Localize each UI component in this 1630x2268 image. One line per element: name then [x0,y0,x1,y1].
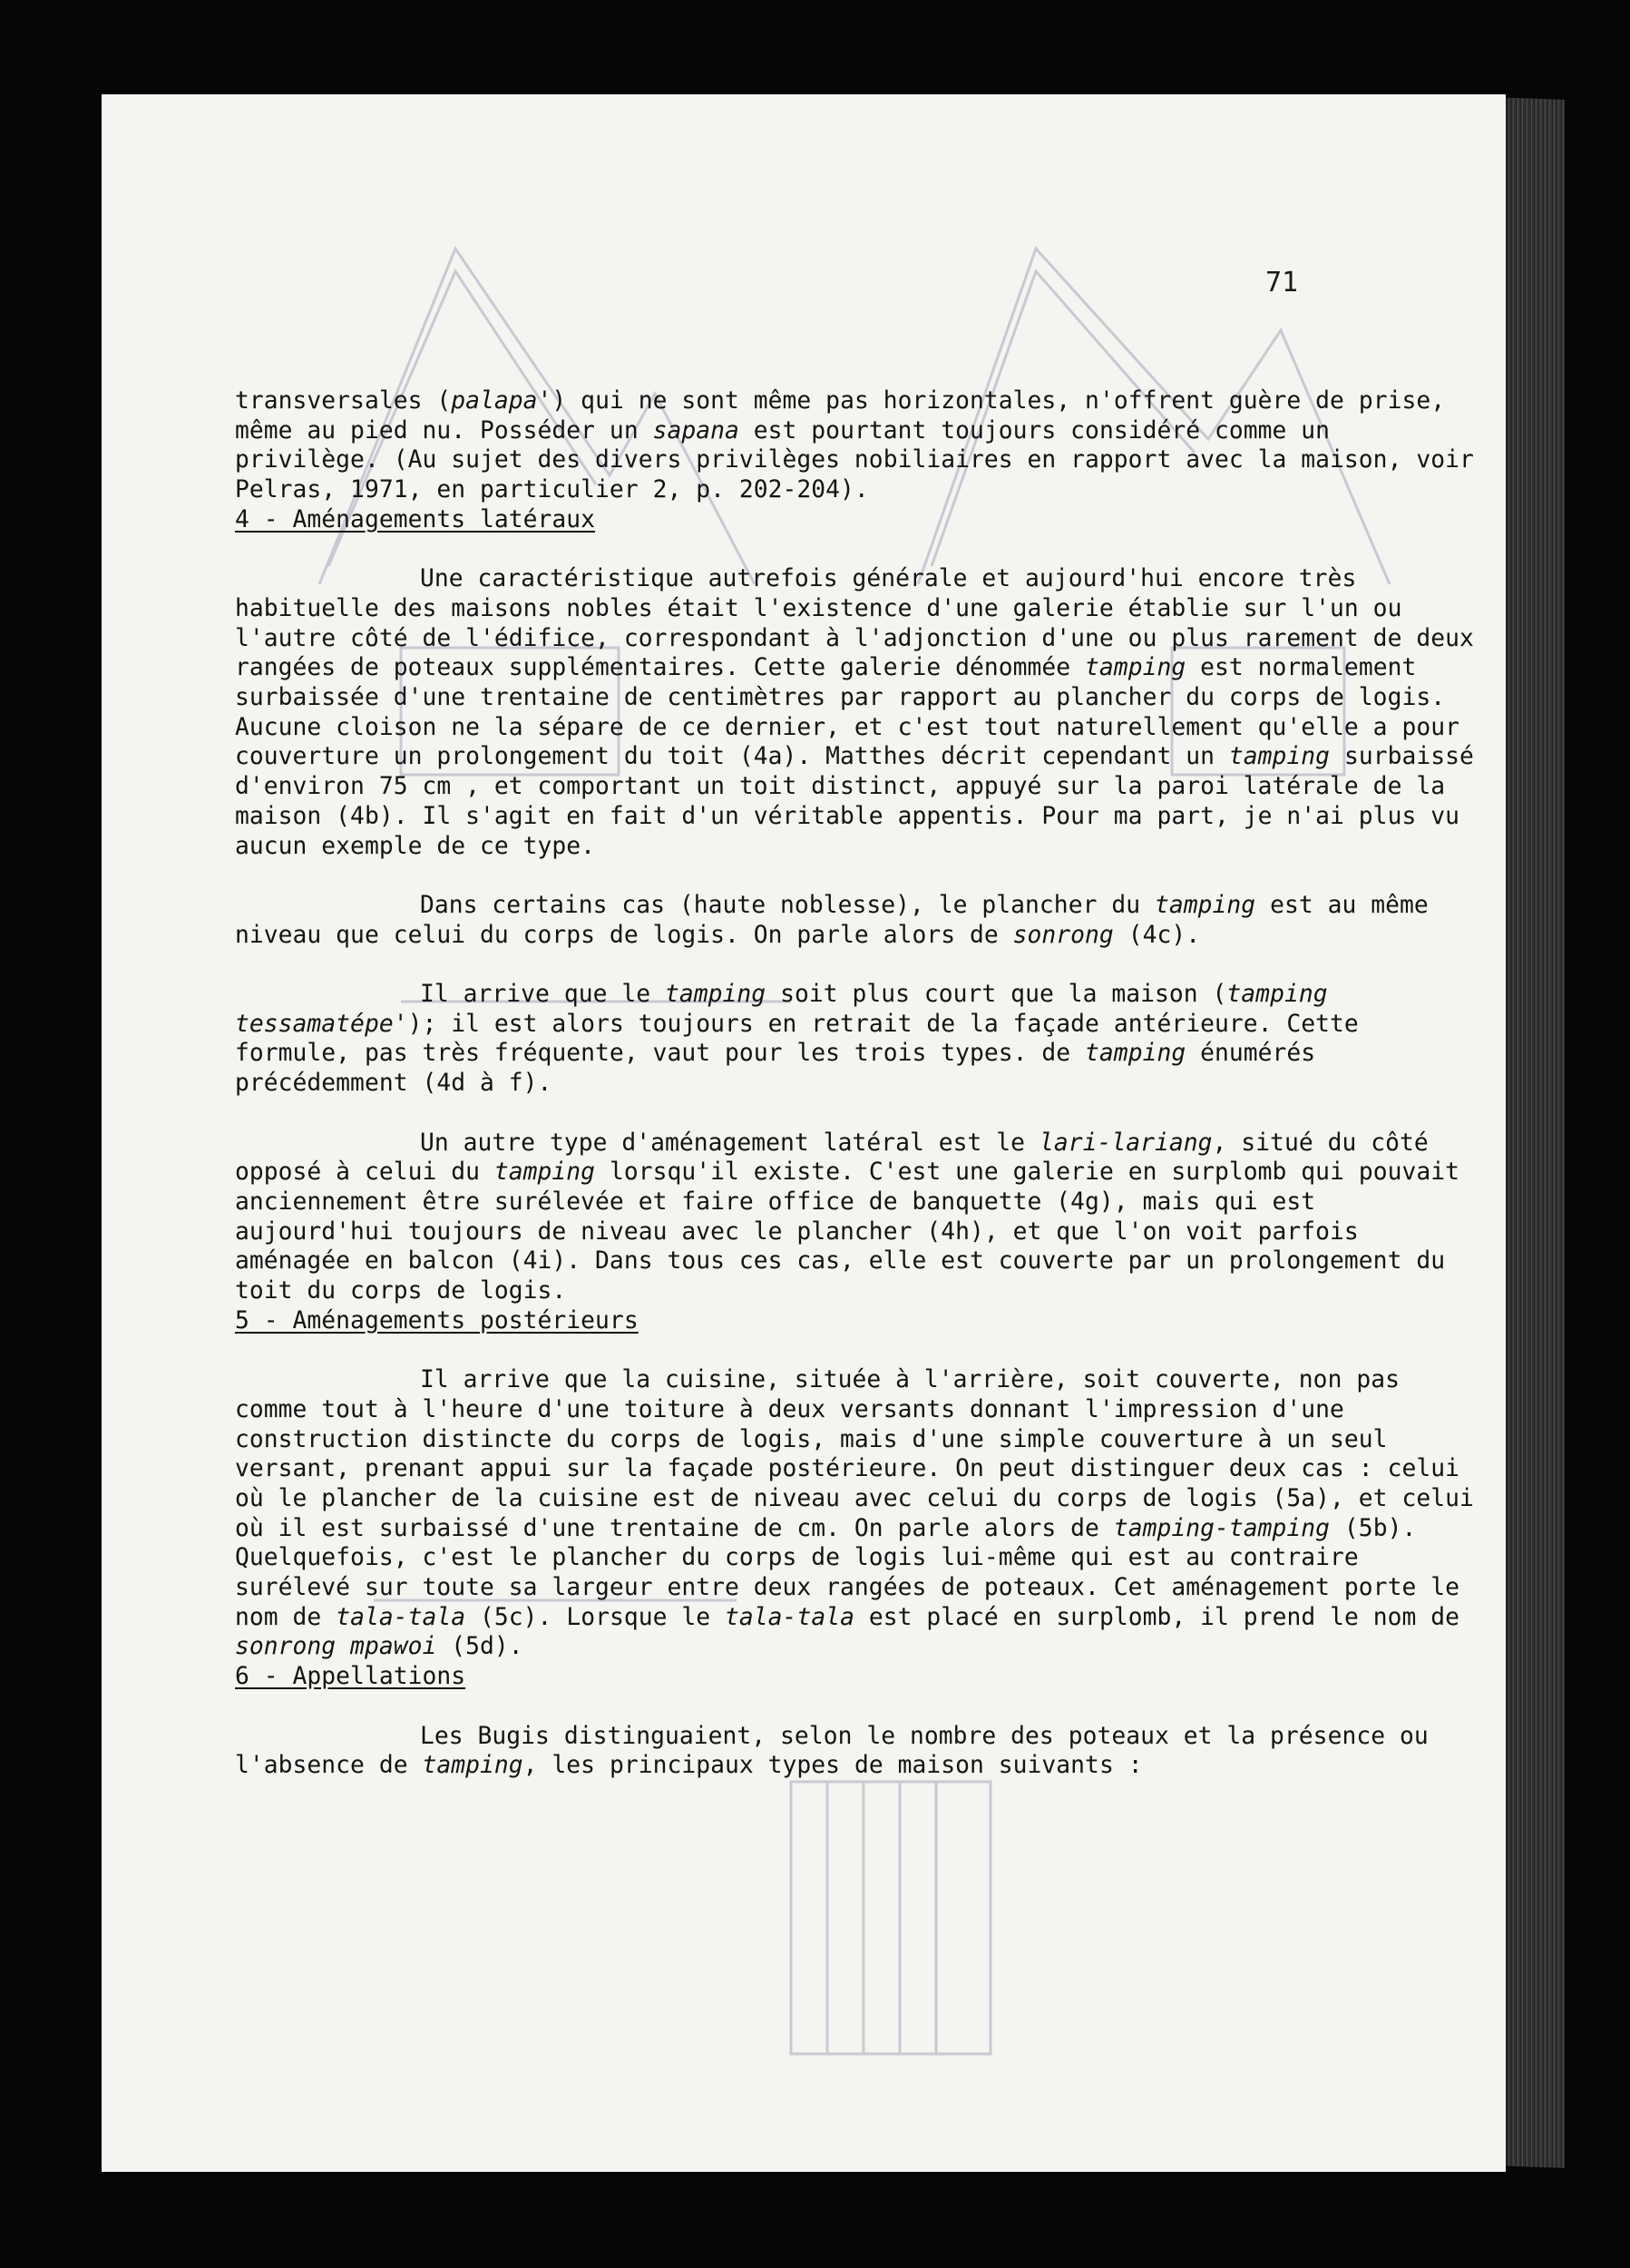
body-text [235,386,1478,1781]
italic-term: tala-tala [336,1603,466,1631]
paragraph-3 [235,891,1478,950]
text-run: est au même niveau que celui du corps de logis. On parle alors de [235,891,1429,949]
paragraph-2 [235,564,1478,861]
text-run: soit plus court que la maison ( [766,981,1227,1009]
italic-term: tamping-tamping [1113,1514,1331,1542]
italic-term: tamping [1155,891,1256,919]
italic-term: lari-lariang [1039,1129,1213,1157]
text-run: transversales ( [235,387,452,415]
paragraph-1 [235,386,1478,505]
book-page [102,94,1506,2172]
text-run: est pourtant toujours considéré comme un privilège. (Au sujet des divers privilèges nobiliaires en rapport avec la maison, voir Pelras, 1971, en particulier 2, p. 202-204). [235,416,1474,504]
text-run: (5c). Lorsque le [465,1603,726,1631]
text-run: surbaissé d'environ 75 cm , et comportant un toit distinct, appuyé sur la paroi latérale de la maison (4b). Il s'agit en fait d'un véritable appentis. Pour ma part, je n'ai plus vu aucun exemple de ce type. [235,743,1474,860]
paragraph-4 [235,980,1478,1099]
italic-term: tamping [422,1752,523,1780]
text-run: Il arrive que le [420,981,665,1009]
text-run: Une caractéristique autrefois générale et aujourd'hui encore très habituelle des maisons nobles était l'existence d'une galerie établie sur l'un ou l'autre côté de l'édifice, correspondant à l'adjonction d'une ou plus rarement de deux rangées de poteaux supplémentaires. Cette galerie dénommée [235,565,1474,682]
section-heading-6: 6 - Appellations [235,1663,466,1691]
italic-term: tamping [1085,654,1186,682]
text-run: (5b). Quelquefois, c'est le plancher du corps de logis lui-même qui est au contraire surélevé sur toute sa largeur entre deux rangées de poteaux. Cet aménagement porte le nom de [235,1514,1459,1631]
italic-term: sapana [652,416,739,445]
section-heading-4: 4 - Aménagements latéraux [235,505,596,533]
text-run: , les principaux types de maison suivants : [522,1752,1143,1780]
text-run: Il arrive que la cuisine, située à l'arrière, soit couverte, non pas comme tout à l'heure d'une toiture à deux versants donnant l'impression d'une construction distincte du corps de logis, mais d'une simple couverture à un seul versant, prenant appui sur la façade postérieure. On peut distinguer deux cas : celui où le plancher de la cuisine est de niveau avec celui du corps de logis (5a), et celui où il est surbaissé d'une trentaine de cm. On parle alors de [235,1366,1474,1542]
text-run: lorsqu'il existe. C'est une galerie en surplomb qui pouvait anciennement être surélevée et faire office de banquette (4g), mais qui est aujourd'hui toujours de niveau avec le plancher (4h), et que l'on voit parfois aménagée en balcon (4i). Dans tous ces cas, elle est couverte par un prolongement du toit du corps de logis. [235,1158,1460,1305]
paragraph-5 [235,1129,1478,1306]
italic-term: tamping [1085,1040,1186,1068]
text-run: Un autre type d'aménagement latéral est le [420,1129,1039,1157]
text-run: Dans certains cas (haute noblesse), le plancher du [420,891,1155,919]
text-run: est normalement surbaissée d'une trentaine de centimètres par rapport au plancher du corps de logis. Aucune cloison ne la sépare de ce dernier, et c'est tout naturellement qu'elle a pour couverture un prolongement du toit (4a). Matthes décrit cependant un [235,654,1459,771]
text-run: (4c). [1113,921,1201,949]
text-run: ) qui ne sont même pas horizontales, n'offrent guère de prise, même au pied nu. Posséder un [235,387,1446,445]
text-run: est placé en surplomb, il prend le nom de [854,1603,1460,1631]
text-run: , situé du côté opposé à celui du [235,1129,1429,1187]
italic-term: palapa' [451,387,552,415]
italic-term: tamping [493,1158,596,1187]
italic-term: tala-tala [725,1603,854,1631]
italic-term: tamping [1228,743,1331,771]
italic-term: tamping [665,981,766,1009]
text-run: ); il est alors toujours en retrait de la façade antérieure. Cette formule, pas très fréquente, vaut pour les trois types. de [235,1010,1359,1068]
italic-term: tamping tessamatépe' [235,981,1328,1038]
text-run: Les Bugis distinguaient, selon le nombre des poteaux et la présence ou l'absence de [235,1722,1429,1780]
text-run: (5d). [436,1633,523,1661]
text-run: énumérés précédemment (4d à f). [235,1040,1316,1098]
italic-term: sonrong mpawoi [235,1633,437,1661]
italic-term: sonrong [1012,921,1114,949]
paragraph-6 [235,1365,1478,1662]
paragraph-7 [235,1722,1478,1781]
page-number: 71 [1265,267,1299,298]
section-heading-5: 5 - Aménagements postérieurs [235,1306,639,1334]
